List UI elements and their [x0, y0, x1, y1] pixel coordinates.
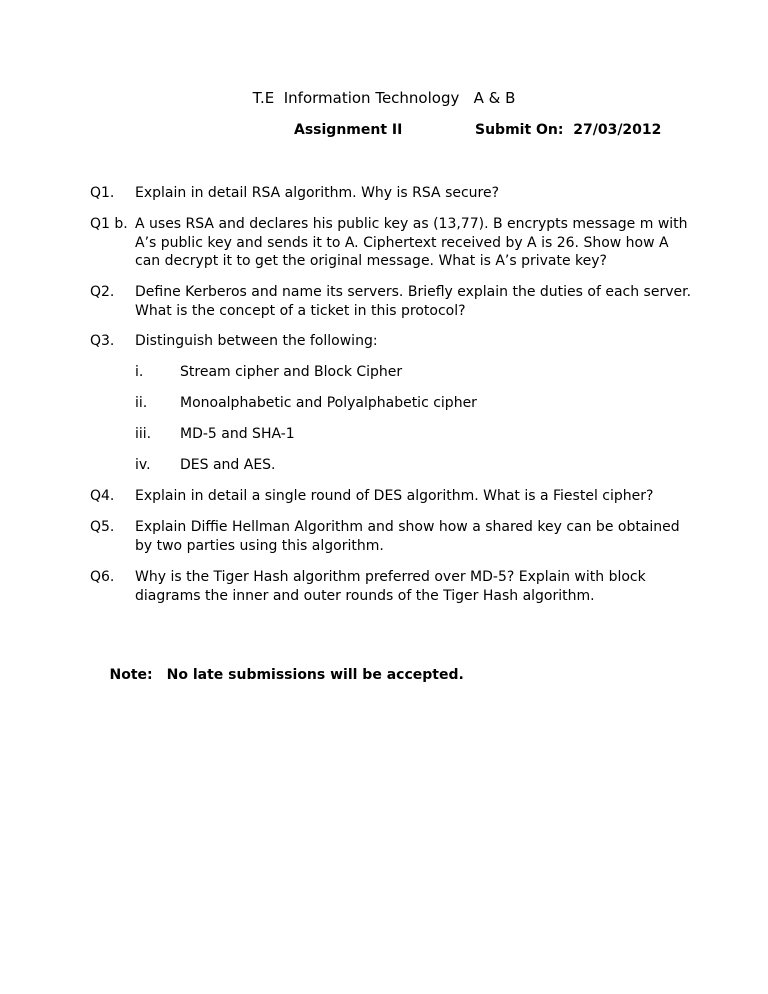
- submit-date: Submit On: 27/03/2012: [475, 122, 662, 138]
- subitem-number: iv.: [135, 457, 151, 473]
- question-text: Distinguish between the following:: [135, 333, 378, 349]
- question-number: Q1 b.: [90, 216, 128, 232]
- question-text: Explain Diffie Hellman Algorithm and show how a shared key can be obtained by two parties using this algorithm.: [135, 519, 680, 554]
- note-text: No late submissions will be accepted.: [166, 667, 464, 683]
- subitem-text: DES and AES.: [180, 457, 276, 473]
- question-number: Q5.: [90, 519, 115, 535]
- subitem-text: Stream cipher and Block Cipher: [180, 364, 403, 380]
- question-text: Define Kerberos and name its servers. Briefly explain the duties of each server. What is the concept of a ticket in this protocol?: [135, 284, 692, 319]
- subitem-text: MD-5 and SHA-1: [180, 426, 295, 442]
- note: [90, 648, 464, 702]
- question-number: Q4.: [90, 488, 115, 504]
- subitem-number: i.: [135, 364, 144, 380]
- question-text: Explain in detail a single round of DES algorithm. What is a Fiestel cipher?: [135, 488, 654, 504]
- question-number: Q2.: [90, 284, 115, 300]
- question-number: Q1.: [90, 185, 115, 201]
- subitem-text: Monoalphabetic and Polyalphabetic cipher: [180, 395, 477, 411]
- question-text: A uses RSA and declares his public key as (13,77). B encrypts message m with A’s public key and sends it to A. Ciphertext received by A is 26. Show how A can decrypt it to get the original message. What is A’s private key?: [135, 216, 688, 269]
- question-number: Q6.: [90, 569, 115, 585]
- document-title: T.E Information Technology A & B: [252, 89, 516, 107]
- assignment-label: Assignment II: [294, 122, 403, 138]
- question-number: Q3.: [90, 333, 115, 349]
- subitem-number: ii.: [135, 395, 148, 411]
- subitem-number: iii.: [135, 426, 152, 442]
- note-label: Note:: [109, 667, 153, 683]
- question-text: Explain in detail RSA algorithm. Why is RSA secure?: [135, 185, 500, 201]
- question-text: Why is the Tiger Hash algorithm preferred over MD-5? Explain with block diagrams the inner and outer rounds of the Tiger Hash algorithm.: [135, 569, 646, 604]
